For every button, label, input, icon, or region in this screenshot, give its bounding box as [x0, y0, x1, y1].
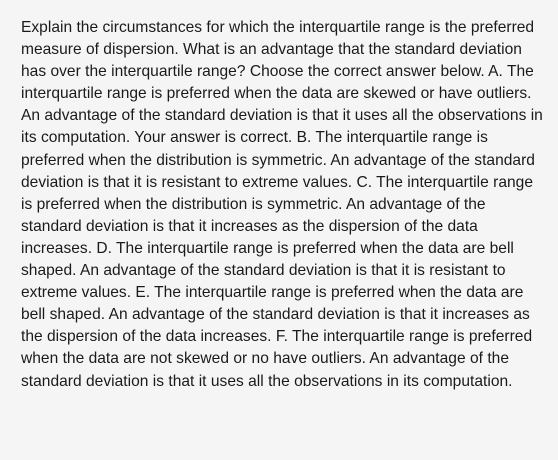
question-text: Explain the circumstances for which the interquartile range is the preferred measure of dispersion. What is an advantage that the standard deviation has over the interquartile range? Choose the correct answer below. A. The interquartile range is preferred when the data are skewed or have outliers. An advantage of the standard deviation is that it uses all the observations in its computation. Your answer is correct. B. The interquartile range is preferred when the distribution is symmetric. An advantage of the standard deviation is that it is resistant to extreme values. C. The interquartile range is preferred when the distribution is symmetric. An advantage of the standard deviation is that it increases as the dispersion of the data increases. D. The interquartile range is preferred when the data are bell shaped. An advantage of the standard deviation is that it is resistant to extreme values. E. The interquartile range is preferred when the data are bell shaped. An advantage of the standard deviation is that it increases as the dispersion of the data increases. F. The interquartile range is preferred when the data are not skewed or no have outliers. An advantage of the standard deviation is that it uses all the observations in its computation.	[21, 19, 543, 390]
